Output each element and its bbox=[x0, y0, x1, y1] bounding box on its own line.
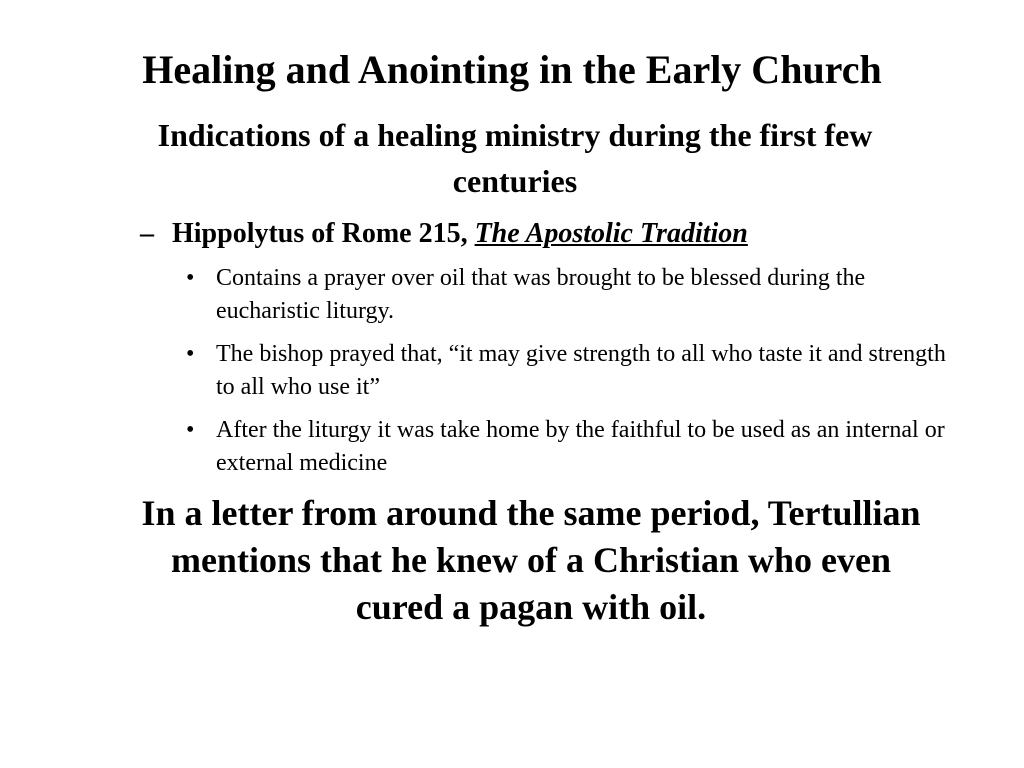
bullet-text: The bishop prayed that, “it may give strength to all who taste it and strength to all who use it” bbox=[216, 341, 946, 400]
dash-marker: – bbox=[140, 218, 154, 249]
slide-subtitle: Indications of a healing ministry during the first few centuries bbox=[157, 117, 873, 199]
bullet-marker: • bbox=[186, 417, 195, 443]
source-work-title: The Apostolic Tradition bbox=[474, 218, 748, 249]
bullet-text: After the liturgy it was take home by the faithful to be used as an internal or external medicine bbox=[216, 417, 945, 476]
source-author-date: Hippolytus of Rome 215, bbox=[172, 218, 468, 249]
bullet-list bbox=[186, 262, 946, 490]
bullet-text: Contains a prayer over oil that was brought to be blessed during the eucharistic liturgy. bbox=[216, 265, 866, 324]
bullet-item bbox=[186, 414, 946, 480]
bullet-marker: • bbox=[186, 265, 195, 291]
slide-title: Healing and Anointing in the Early Church bbox=[142, 47, 882, 92]
source-line bbox=[140, 214, 940, 254]
closing-statement: In a letter from around the same period, Tertullian mentions that he knew of a Christian who even cured a pagan with oil. bbox=[141, 493, 921, 627]
bullet-marker: • bbox=[186, 341, 195, 367]
bullet-item bbox=[186, 262, 946, 328]
bullet-item bbox=[186, 338, 946, 404]
